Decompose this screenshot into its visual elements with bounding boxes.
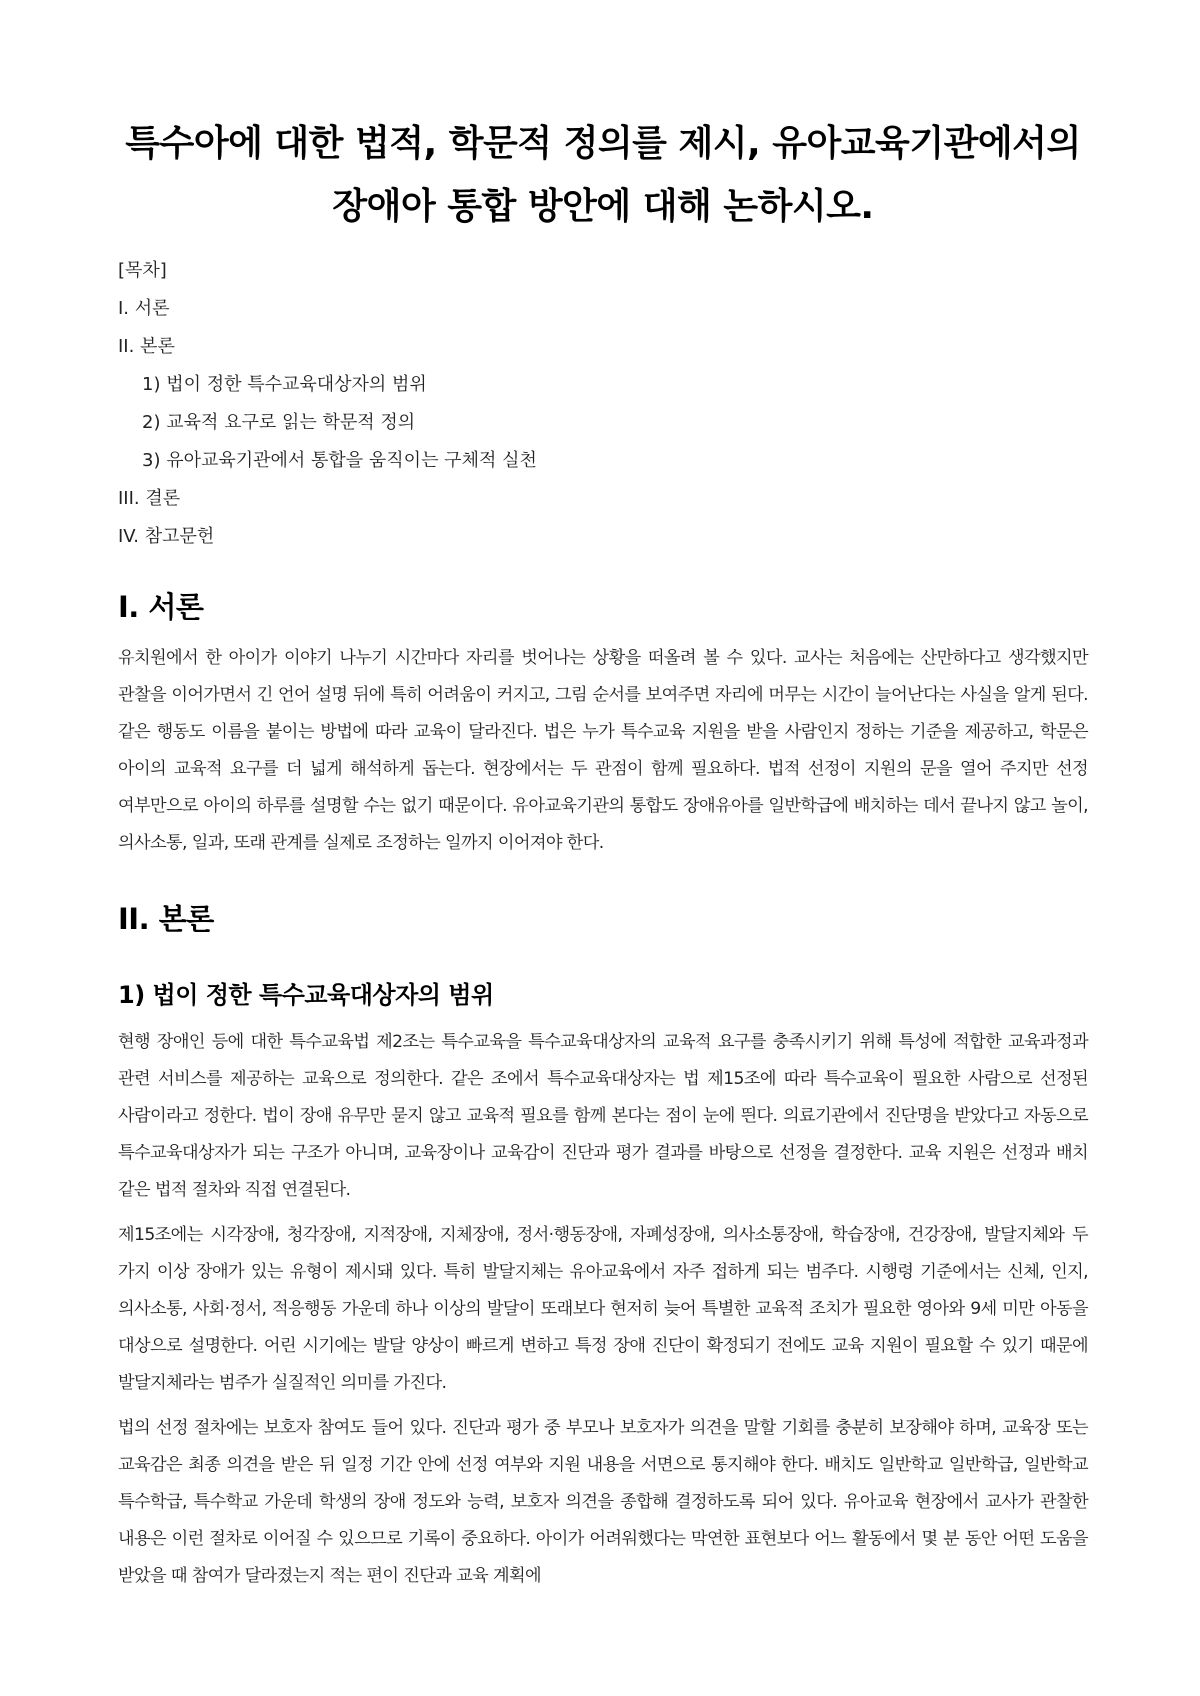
document-title (118, 112, 1088, 238)
intro-paragraph-1: 유치원에서 한 아이가 이야기 나누기 시간마다 자리를 벗어나는 상황을 떠올려 볼 수 있다. 교사는 처음에는 산만하다고 생각했지만 관찰을 이어가면서 긴 언어 설명 뒤에 특히 어려움이 커지고, 그림 순서를 보여주면 자리에 머무는 시간이 늘어난다는 사실을 알게 된다. 같은 행동도 이름을 붙이는 방법에 따라 교육이 달라진다. 법은 누가 특수교육 지원을 받을 사람인지 정하는 기준을 제공하고, 학문은 아이의 교육적 요구를 더 넓게 해석하게 돕는다. 현장에서는 두 관점이 함께 필요하다. 법적 선정이 지원의 문을 열어 주지만 선정 여부만으로 아이의 하루를 설명할 수는 없기 때문이다. 유아교육기관의 통합도 장애유아를 일반학급에 배치하는 데서 끝나지 않고 놀이, 의사소통, 일과, 또래 관계를 실제로 조정하는 일까지 이어져야 한다. (118, 648, 1088, 853)
intro-heading: I. 서론 (118, 590, 204, 624)
body-section (118, 900, 1088, 1595)
body-heading: II. 본론 (118, 902, 214, 936)
body-sub1-paragraph-1: 현행 장애인 등에 대한 특수교육법 제2조는 특수교육을 특수교육대상자의 교육적 요구를 충족시키기 위해 특성에 적합한 교육과정과 관련 서비스를 제공하는 교육으로 정의한다. 같은 조에서 특수교육대상자는 법 제15조에 따라 특수교육이 필요한 사람으로 선정된 사람이라고 정한다. 법이 장애 유무만 묻지 않고 교육적 필요를 함께 본다는 점이 눈에 띈다. 의료기관에서 진단명을 받았다고 자동으로 특수교육대상자가 되는 구조가 아니며, 교육장이나 교육감이 진단과 평가 결과를 바탕으로 선정을 결정한다. 교육 지원은 선정과 배치 같은 법적 절차와 직접 연결된다. (118, 1032, 1088, 1200)
intro-section (118, 588, 1088, 862)
body-sub1-paragraph-2: 제15조에는 시각장애, 청각장애, 지적장애, 지체장애, 정서·행동장애, 자폐성장애, 의사소통장애, 학습장애, 건강장애, 발달지체와 두 가지 이상 장애가 있는 유형이 제시돼 있다. 특히 발달지체는 유아교육에서 자주 접하게 되는 범주다. 시행령 기준에서는 신체, 인지, 의사소통, 사회·정서, 적응행동 가운데 하나 이상의 발달이 또래보다 현저히 늦어 특별한 교육적 조치가 필요한 영아와 9세 미만 아동을 대상으로 설명한다. 어린 시기에는 발달 양상이 빠르게 변하고 특정 장애 진단이 확정되기 전에도 교육 지원이 필요할 수 있기 때문에 발달지체라는 범주가 실질적인 의미를 가진다. (118, 1225, 1088, 1393)
toc-item-body-3: 3) 유아교육기관에서 통합을 움직이는 구체적 실천 (142, 450, 537, 471)
toc-item-body: II. 본론 (118, 336, 175, 357)
toc-item-body-1: 1) 법이 정한 특수교육대상자의 범위 (142, 374, 427, 395)
body-sub1-paragraph-3: 법의 선정 절차에는 보호자 참여도 들어 있다. 진단과 평가 중 부모나 보호자가 의견을 말할 기회를 충분히 보장해야 하며, 교육장 또는 교육감은 최종 의견을 받은 뒤 일정 기간 안에 선정 여부와 지원 내용을 서면으로 통지해야 한다. 배치도 일반학교 일반학급, 일반학교 특수학급, 특수학교 가운데 학생의 장애 정도와 능력, 보호자 의견을 종합해 결정하도록 되어 있다. 유아교육 현장에서 교사가 관찰한 내용은 이런 절차로 이어질 수 있으므로 기록이 중요하다. 아이가 어려워했다는 막연한 표현보다 어느 활동에서 몇 분 동안 어떤 도움을 받았을 때 참여가 달라졌는지 적는 편이 진단과 교육 계획에 (118, 1418, 1088, 1586)
toc-item-references: IV. 참고문헌 (118, 526, 215, 547)
toc-item-body-2: 2) 교육적 요구로 읽는 학문적 정의 (142, 412, 416, 433)
document-title-line-1: 특수아에 대한 법적, 학문적 정의를 제시, 유아교육기관에서의 (125, 123, 1081, 164)
toc-list (118, 296, 1088, 550)
body-subheading-1: 1) 법이 정한 특수교육대상자의 범위 (118, 981, 494, 1009)
document-title-line-2: 장애아 통합 방안에 대해 논하시오. (332, 186, 874, 227)
toc-heading: [목차] (118, 260, 167, 281)
toc-item-conclusion: III. 결론 (118, 488, 181, 509)
table-of-contents (118, 258, 1088, 550)
toc-item-intro: I. 서론 (118, 298, 170, 319)
